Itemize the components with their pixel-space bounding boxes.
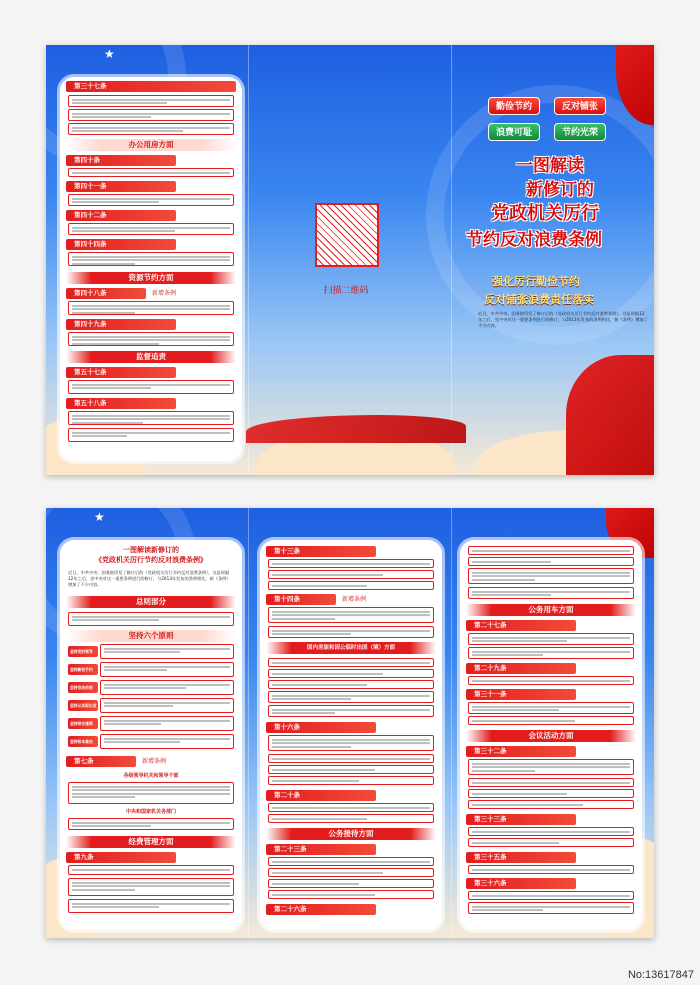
- article-box: [268, 658, 434, 667]
- qr-code-label: 扫描二维码: [323, 286, 369, 296]
- article-box: [468, 827, 634, 836]
- article-box: [100, 698, 234, 713]
- article-box: [68, 109, 234, 121]
- watermark-id: No:13617847: [627, 969, 694, 981]
- article-box: [268, 735, 434, 751]
- article-box: [468, 633, 634, 645]
- slogan-tag: 勤俭节约: [488, 97, 540, 115]
- article-box: [268, 691, 434, 703]
- article-heading: 第三十五条: [466, 852, 576, 863]
- article-box: [68, 782, 234, 804]
- article-box: [68, 194, 234, 206]
- left-content-panel: [60, 77, 242, 461]
- article-box: [68, 223, 234, 235]
- article-box: [468, 800, 634, 809]
- article-box: [268, 607, 434, 623]
- article-box: [468, 568, 634, 584]
- article-box: [268, 879, 434, 888]
- intro-paragraph: 近日，中共中央、国务院印发了修订后的《党政机关厉行节约反对浪费条例》。这是时隔12年之后，党中央对这一重要条例进行的修订，与2013年发布的条例相比，新《条例》增加了不少内容。: [478, 311, 648, 328]
- article-heading: 第四十九条: [66, 319, 176, 330]
- subtitle-line-1: 强化厉行勤俭节约: [492, 275, 580, 288]
- article-box: [68, 380, 234, 394]
- new-article-label: 新增条例: [142, 758, 167, 765]
- article-box: [268, 559, 434, 568]
- article-box: [100, 716, 234, 731]
- article-heading: 第十六条: [266, 722, 376, 733]
- article-heading: 第三十六条: [466, 878, 576, 889]
- article-heading: 第二十三条: [266, 844, 376, 855]
- qr-code-placeholder: [315, 203, 379, 267]
- article-box: [100, 662, 234, 677]
- principle-tag: 坚持综合施策: [68, 718, 98, 729]
- article-heading: 第二十七条: [466, 620, 576, 631]
- section-heading: 公务接待方面: [266, 828, 436, 840]
- star-icon: ★: [104, 47, 115, 61]
- article-box: [268, 680, 434, 689]
- fold-line: [248, 508, 249, 938]
- article-box: [468, 789, 634, 798]
- right-content-panel: [460, 540, 642, 930]
- article-box: [68, 612, 234, 626]
- new-article-label: 新增条例: [152, 290, 177, 297]
- article-box: [68, 301, 234, 315]
- document-title: 《党政机关厉行节约反对浪费条例》: [95, 556, 207, 564]
- article-box: [68, 252, 234, 266]
- article-box: [68, 95, 234, 107]
- article-box: [268, 626, 434, 638]
- article-heading: 第四十条: [66, 155, 176, 166]
- article-heading: 第三十一条: [466, 689, 576, 700]
- title-line-4: 节约反对浪费条例: [466, 230, 602, 250]
- section-heading: 经费管理方面: [66, 836, 236, 848]
- article-box: [268, 803, 434, 812]
- section-heading: 监督追责: [66, 351, 236, 363]
- article-box: [268, 868, 434, 877]
- article-box: [468, 838, 634, 847]
- fold-line: [451, 508, 452, 938]
- article-box: [268, 669, 434, 678]
- section-heading: 坚持六个原则: [66, 630, 236, 642]
- slogan-tag: 反对铺张: [554, 97, 606, 115]
- article-box: [468, 647, 634, 659]
- brochure-inside-sheet: [46, 508, 654, 938]
- decor-ribbon: [246, 415, 466, 443]
- article-box: [68, 428, 234, 442]
- new-article-label: 新增条例: [342, 596, 367, 603]
- section-heading: 办公用房方面: [66, 139, 236, 151]
- article-heading: 第二十六条: [266, 904, 376, 915]
- article-box: [68, 123, 234, 135]
- article-box: [468, 702, 634, 714]
- left-content-panel: [60, 540, 242, 930]
- article-box: [268, 814, 434, 823]
- article-heading: 第三十二条: [466, 746, 576, 757]
- article-heading: 第十四条: [266, 594, 336, 605]
- principle-tag: 坚持标本兼治: [68, 736, 98, 747]
- title-line-1: 一图解读: [516, 156, 584, 176]
- article-heading: 第三十七条: [66, 81, 236, 92]
- intro-paragraph: 近日，中共中央、国务院印发了修订后的《党政机关厉行节约反对浪费条例》，这是时隔12年之后，党中央对这一重要条例进行的修订，与2013年发布的条例相比，新《条例》增加了不少内容。: [68, 570, 231, 587]
- article-box: [268, 890, 434, 899]
- principle-tag: 坚持党的领导: [68, 646, 98, 657]
- article-box: [268, 570, 434, 579]
- article-box: [100, 644, 234, 659]
- panel-heading: 一图解读新修订的: [123, 546, 179, 554]
- article-box: [68, 818, 234, 830]
- article-box: [268, 581, 434, 590]
- title-line-3: 党政机关厉行: [491, 203, 599, 224]
- article-heading: 第五十八条: [66, 398, 176, 409]
- article-box: [468, 587, 634, 599]
- principle-tag: 坚持依法依规: [68, 682, 98, 693]
- article-box: [468, 676, 634, 685]
- article-heading: 第七条: [66, 756, 136, 767]
- article-box: [68, 878, 234, 896]
- decor-flag: [566, 355, 654, 475]
- article-box: [68, 411, 234, 425]
- article-box: [468, 891, 634, 900]
- subtitle-line-2: 反对铺张浪费责任落实: [484, 293, 594, 306]
- article-heading: 第十三条: [266, 546, 376, 557]
- article-heading: 第四十八条: [66, 288, 146, 299]
- article-box: [68, 168, 234, 177]
- article-box: [100, 680, 234, 695]
- article-heading: 第四十二条: [66, 210, 176, 221]
- article-box: [468, 716, 634, 725]
- center-content-panel: [260, 540, 442, 930]
- article-heading: 第三十三条: [466, 814, 576, 825]
- section-heading: 国内差旅和因公临时出国（境）方面: [266, 642, 436, 654]
- article-box: [268, 776, 434, 785]
- article-heading: 第二十九条: [466, 663, 576, 674]
- slogan-tag: 浪费可耻: [488, 123, 540, 141]
- article-box: [468, 902, 634, 914]
- article-box: [468, 865, 634, 874]
- article-heading: 第四十四条: [66, 239, 176, 250]
- subgroup-label: 中央和国家机关各部门: [125, 809, 176, 815]
- article-box: [468, 778, 634, 787]
- article-box: [468, 557, 634, 566]
- principle-tag: 坚持从实际出发: [68, 700, 98, 711]
- principle-tag: 坚持勤俭节约: [68, 664, 98, 675]
- section-heading: 总则部分: [66, 596, 236, 608]
- article-box: [68, 899, 234, 913]
- star-icon: ★: [94, 510, 105, 524]
- article-box: [268, 765, 434, 774]
- article-box: [100, 734, 234, 749]
- fold-line: [451, 45, 452, 475]
- subgroup-label: 各级领导机关和领导干部: [123, 773, 179, 779]
- section-heading: 资源节约方面: [66, 272, 236, 284]
- article-heading: 第二十条: [266, 790, 376, 801]
- article-box: [468, 759, 634, 775]
- article-box: [268, 754, 434, 763]
- article-box: [68, 332, 234, 346]
- article-box: [68, 865, 234, 875]
- article-box: [468, 546, 634, 555]
- article-heading: 第九条: [66, 852, 176, 863]
- title-line-2: 新修订的: [526, 180, 594, 200]
- section-heading: 会议活动方面: [466, 730, 636, 742]
- article-box: [268, 705, 434, 717]
- brochure-outside-sheet: [46, 45, 654, 475]
- article-heading: 第四十一条: [66, 181, 176, 192]
- article-heading: 第五十七条: [66, 367, 176, 378]
- fold-line: [248, 45, 249, 475]
- section-heading: 公务用车方面: [466, 604, 636, 616]
- article-box: [268, 857, 434, 866]
- slogan-tag: 节约光荣: [554, 123, 606, 141]
